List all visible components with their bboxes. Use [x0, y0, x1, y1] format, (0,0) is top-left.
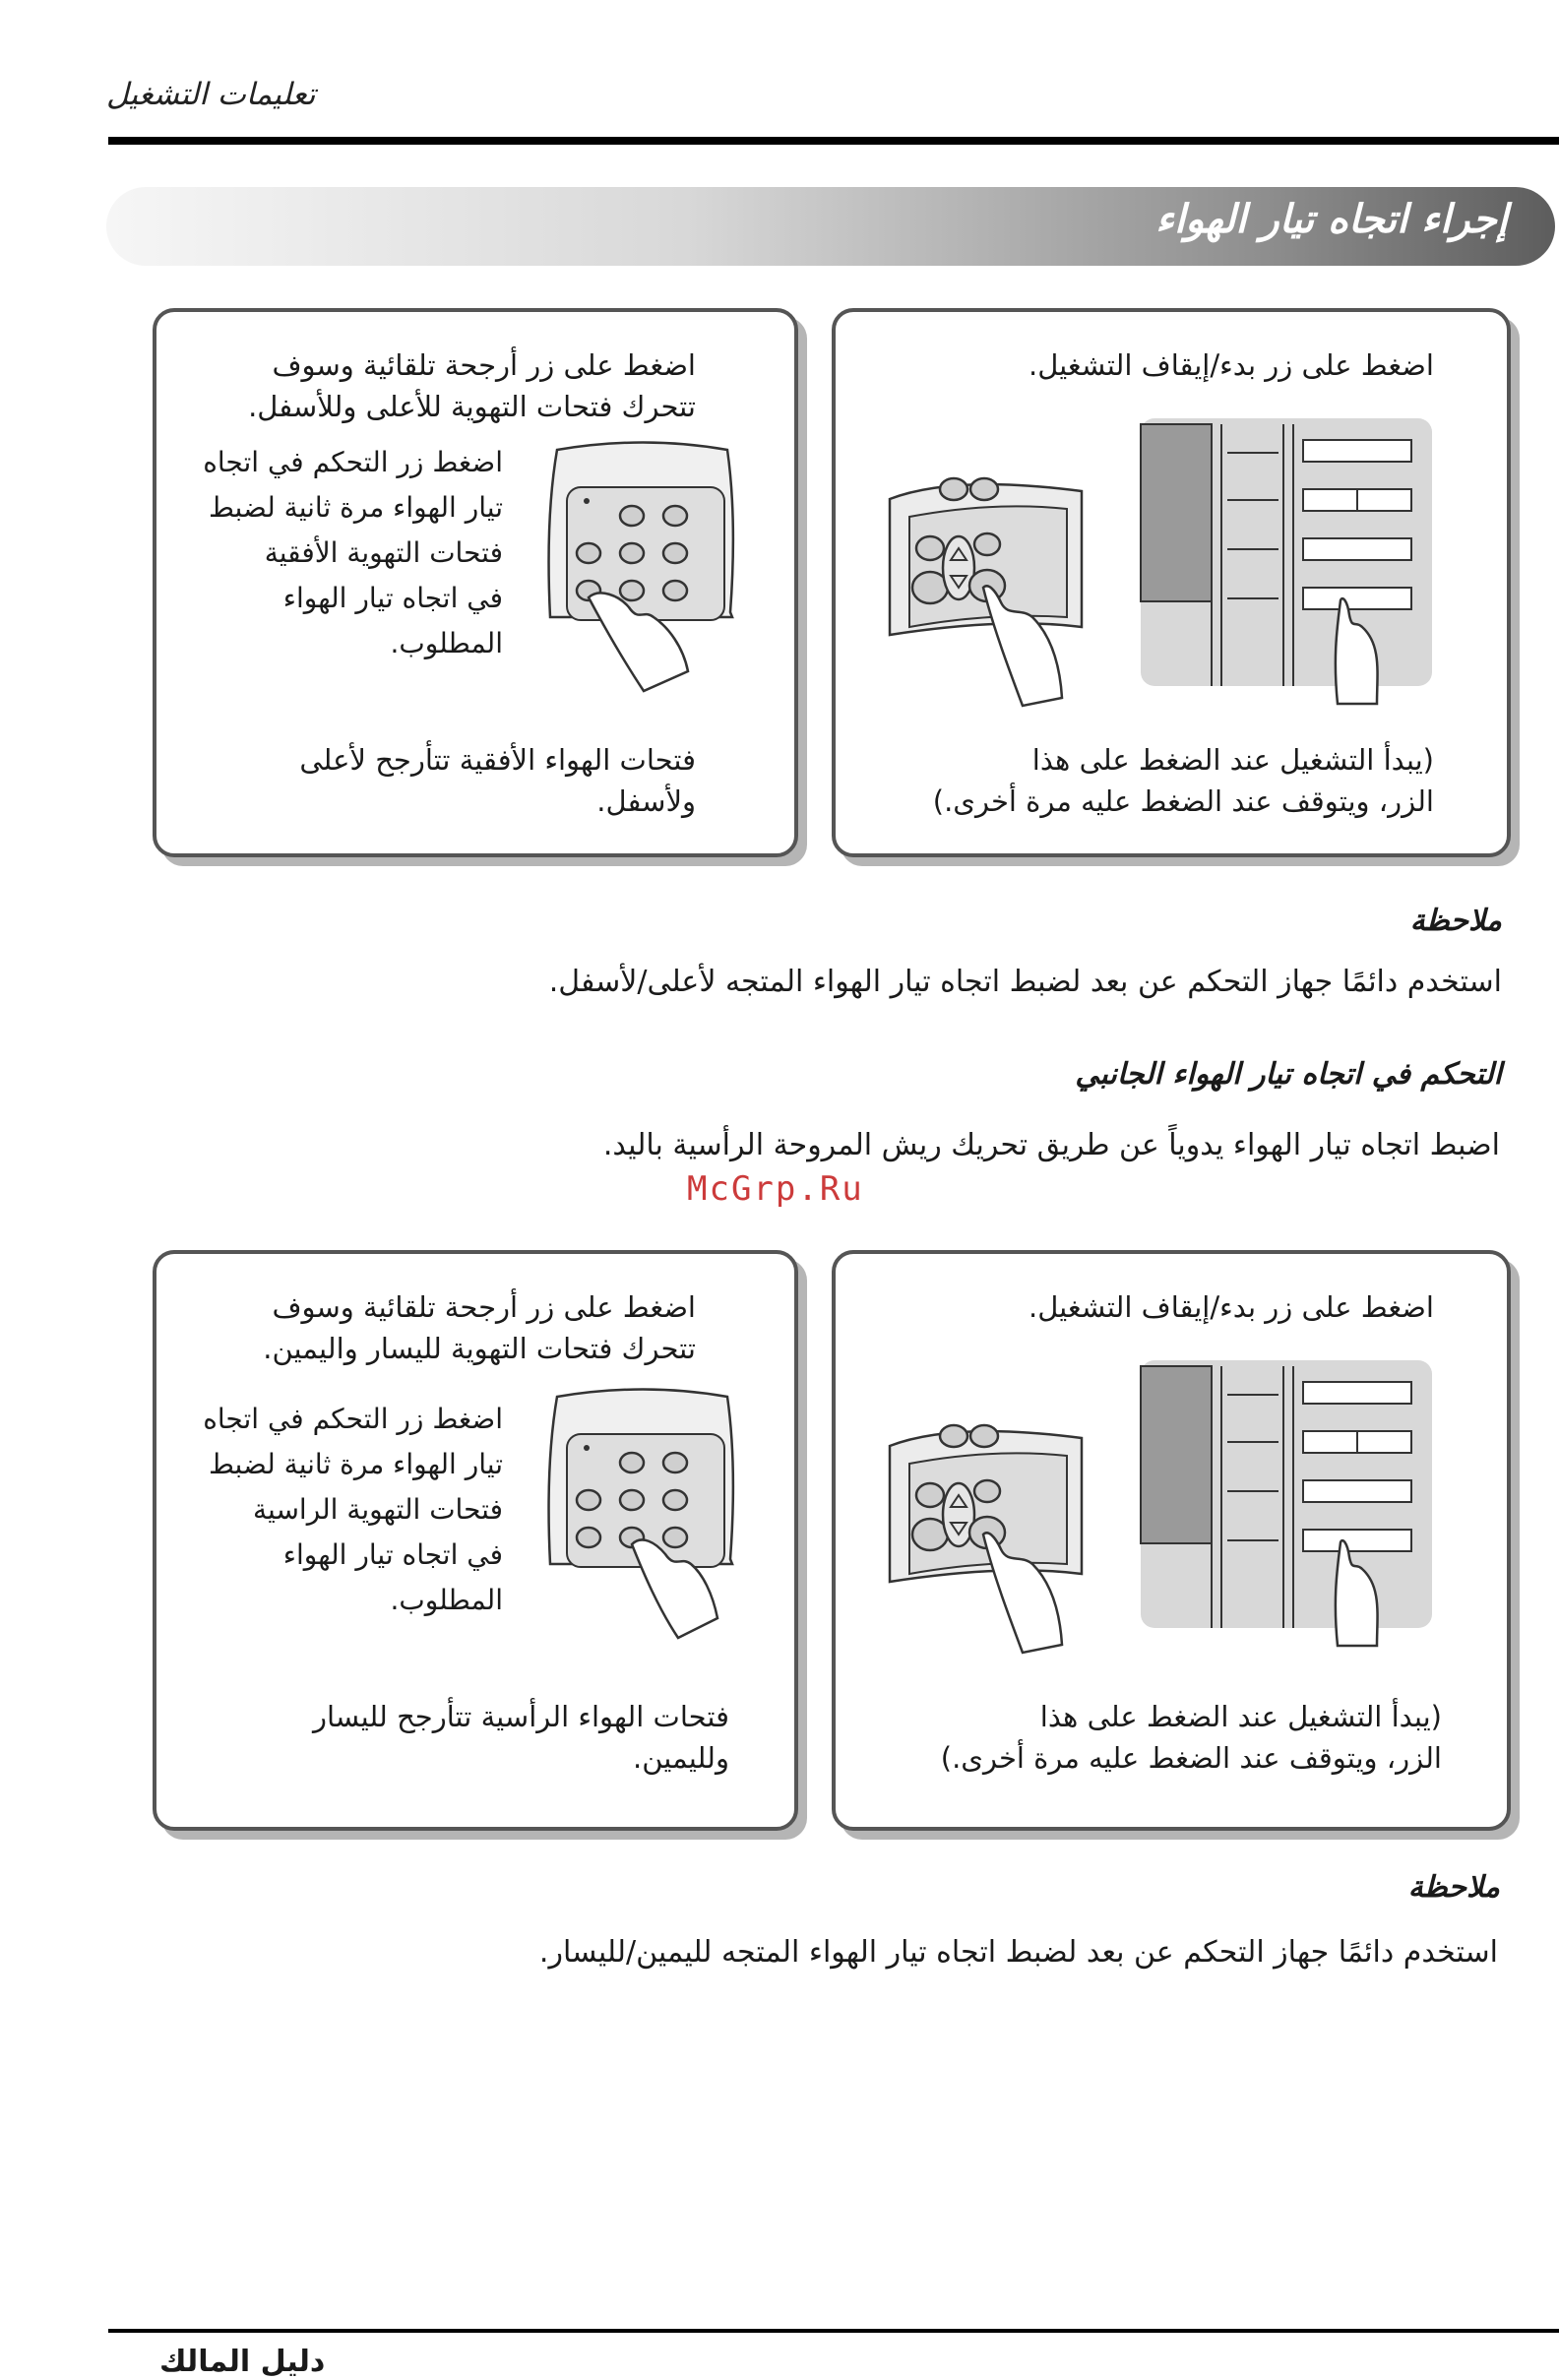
step1b-result-line2: الزر، ويتوقف عند الضغط عليه مرة أخرى.) — [940, 1741, 1442, 1775]
watermark: McGrp.Ru — [687, 1169, 864, 1209]
step1b-panel — [832, 1250, 1511, 1831]
step1-result-line2: الزر، ويتوقف عند الضغط عليه مرة أخرى.) — [932, 784, 1434, 818]
step2-side-line4: في اتجاه تيار الهواء — [282, 582, 503, 614]
step2b-side-line1: اضغط زر التحكم في اتجاه — [203, 1403, 503, 1435]
step2b-result-line1: فتحات الهواء الرأسية تتأرجح لليسار — [312, 1700, 729, 1733]
step2b-side-line2: تيار الهواء مرة ثانية لضبط — [208, 1448, 503, 1480]
step1b-instruction: اضغط على زر بدء/إيقاف التشغيل. — [1029, 1290, 1434, 1324]
step2-result-line1: فتحات الهواء الأفقية تتأرجح لأعلى — [299, 743, 696, 777]
header-section-title: تعليمات التشغيل — [106, 77, 316, 112]
indoor-unit-panel-illustration-2 — [1141, 1360, 1436, 1656]
remote-control-illustration-2 — [885, 1426, 1111, 1662]
step1-result-line1: (يبدأ التشغيل عند الضغط على هذا — [1031, 743, 1434, 777]
step2-side-line3: فتحات التهوية الأفقية — [264, 536, 503, 569]
banner-title: إجراء اتجاه تيار الهواء — [1155, 197, 1508, 242]
title-banner — [106, 187, 1555, 266]
header-rule — [108, 137, 1559, 145]
step2-instruction-line1: اضغط على زر أرجحة تلقائية وسوف — [272, 348, 696, 382]
subsection-text: اضبط اتجاه تيار الهواء يدوياً عن طريق تحريك ريش المروحة الرأسية باليد. — [602, 1128, 1500, 1162]
footer-rule — [108, 2329, 1559, 2333]
indoor-unit-panel-illustration — [1141, 418, 1436, 714]
step2b-instruction-line1: اضغط على زر أرجحة تلقائية وسوف — [272, 1290, 696, 1324]
step2b-panel — [153, 1250, 798, 1831]
step2b-result-line2: ولليمين. — [632, 1741, 729, 1775]
remote-control-illustration — [885, 479, 1111, 716]
step1b-result-line1: (يبدأ التشغيل عند الضغط على هذا — [1039, 1700, 1442, 1733]
step2b-side-line3: فتحات التهوية الراسية — [253, 1493, 503, 1526]
step2-side-line2: تيار الهواء مرة ثانية لضبط — [208, 491, 503, 524]
step2b-instruction-line2: تتحرك فتحات التهوية لليسار واليمين. — [263, 1332, 696, 1365]
note2-text: استخدم دائمًا جهاز التحكم عن بعد لضبط اتجاه تيار الهواء المتجه لليمين/لليسار. — [538, 1935, 1498, 1970]
subsection-title: التحكم في اتجاه تيار الهواء الجانبي — [1075, 1057, 1502, 1092]
step2-result-line2: ولأسفل. — [596, 784, 696, 818]
remote-swing-button-illustration-2 — [545, 1387, 772, 1653]
note2-title: ملاحظة — [1407, 1870, 1500, 1905]
step2-instruction-line2: تتحرك فتحات التهوية للأعلى وللأسفل. — [248, 390, 696, 423]
note1-text: استخدم دائمًا جهاز التحكم عن بعد لضبط اتجاه تيار الهواء المتجه لأعلى/لأسفل. — [548, 965, 1502, 999]
step1-panel — [832, 308, 1511, 857]
footer-text: دليل المالك — [159, 2345, 326, 2379]
step2-panel — [153, 308, 798, 857]
step2b-side-line4: في اتجاه تيار الهواء — [282, 1538, 503, 1571]
step2-side-line5: المطلوب. — [390, 627, 503, 659]
step2-side-line1: اضغط زر التحكم في اتجاه — [203, 446, 503, 478]
step2b-side-line5: المطلوب. — [390, 1584, 503, 1616]
note1-title: ملاحظة — [1409, 904, 1502, 938]
remote-swing-button-illustration — [545, 440, 772, 706]
step1-instruction: اضغط على زر بدء/إيقاف التشغيل. — [1029, 348, 1434, 382]
